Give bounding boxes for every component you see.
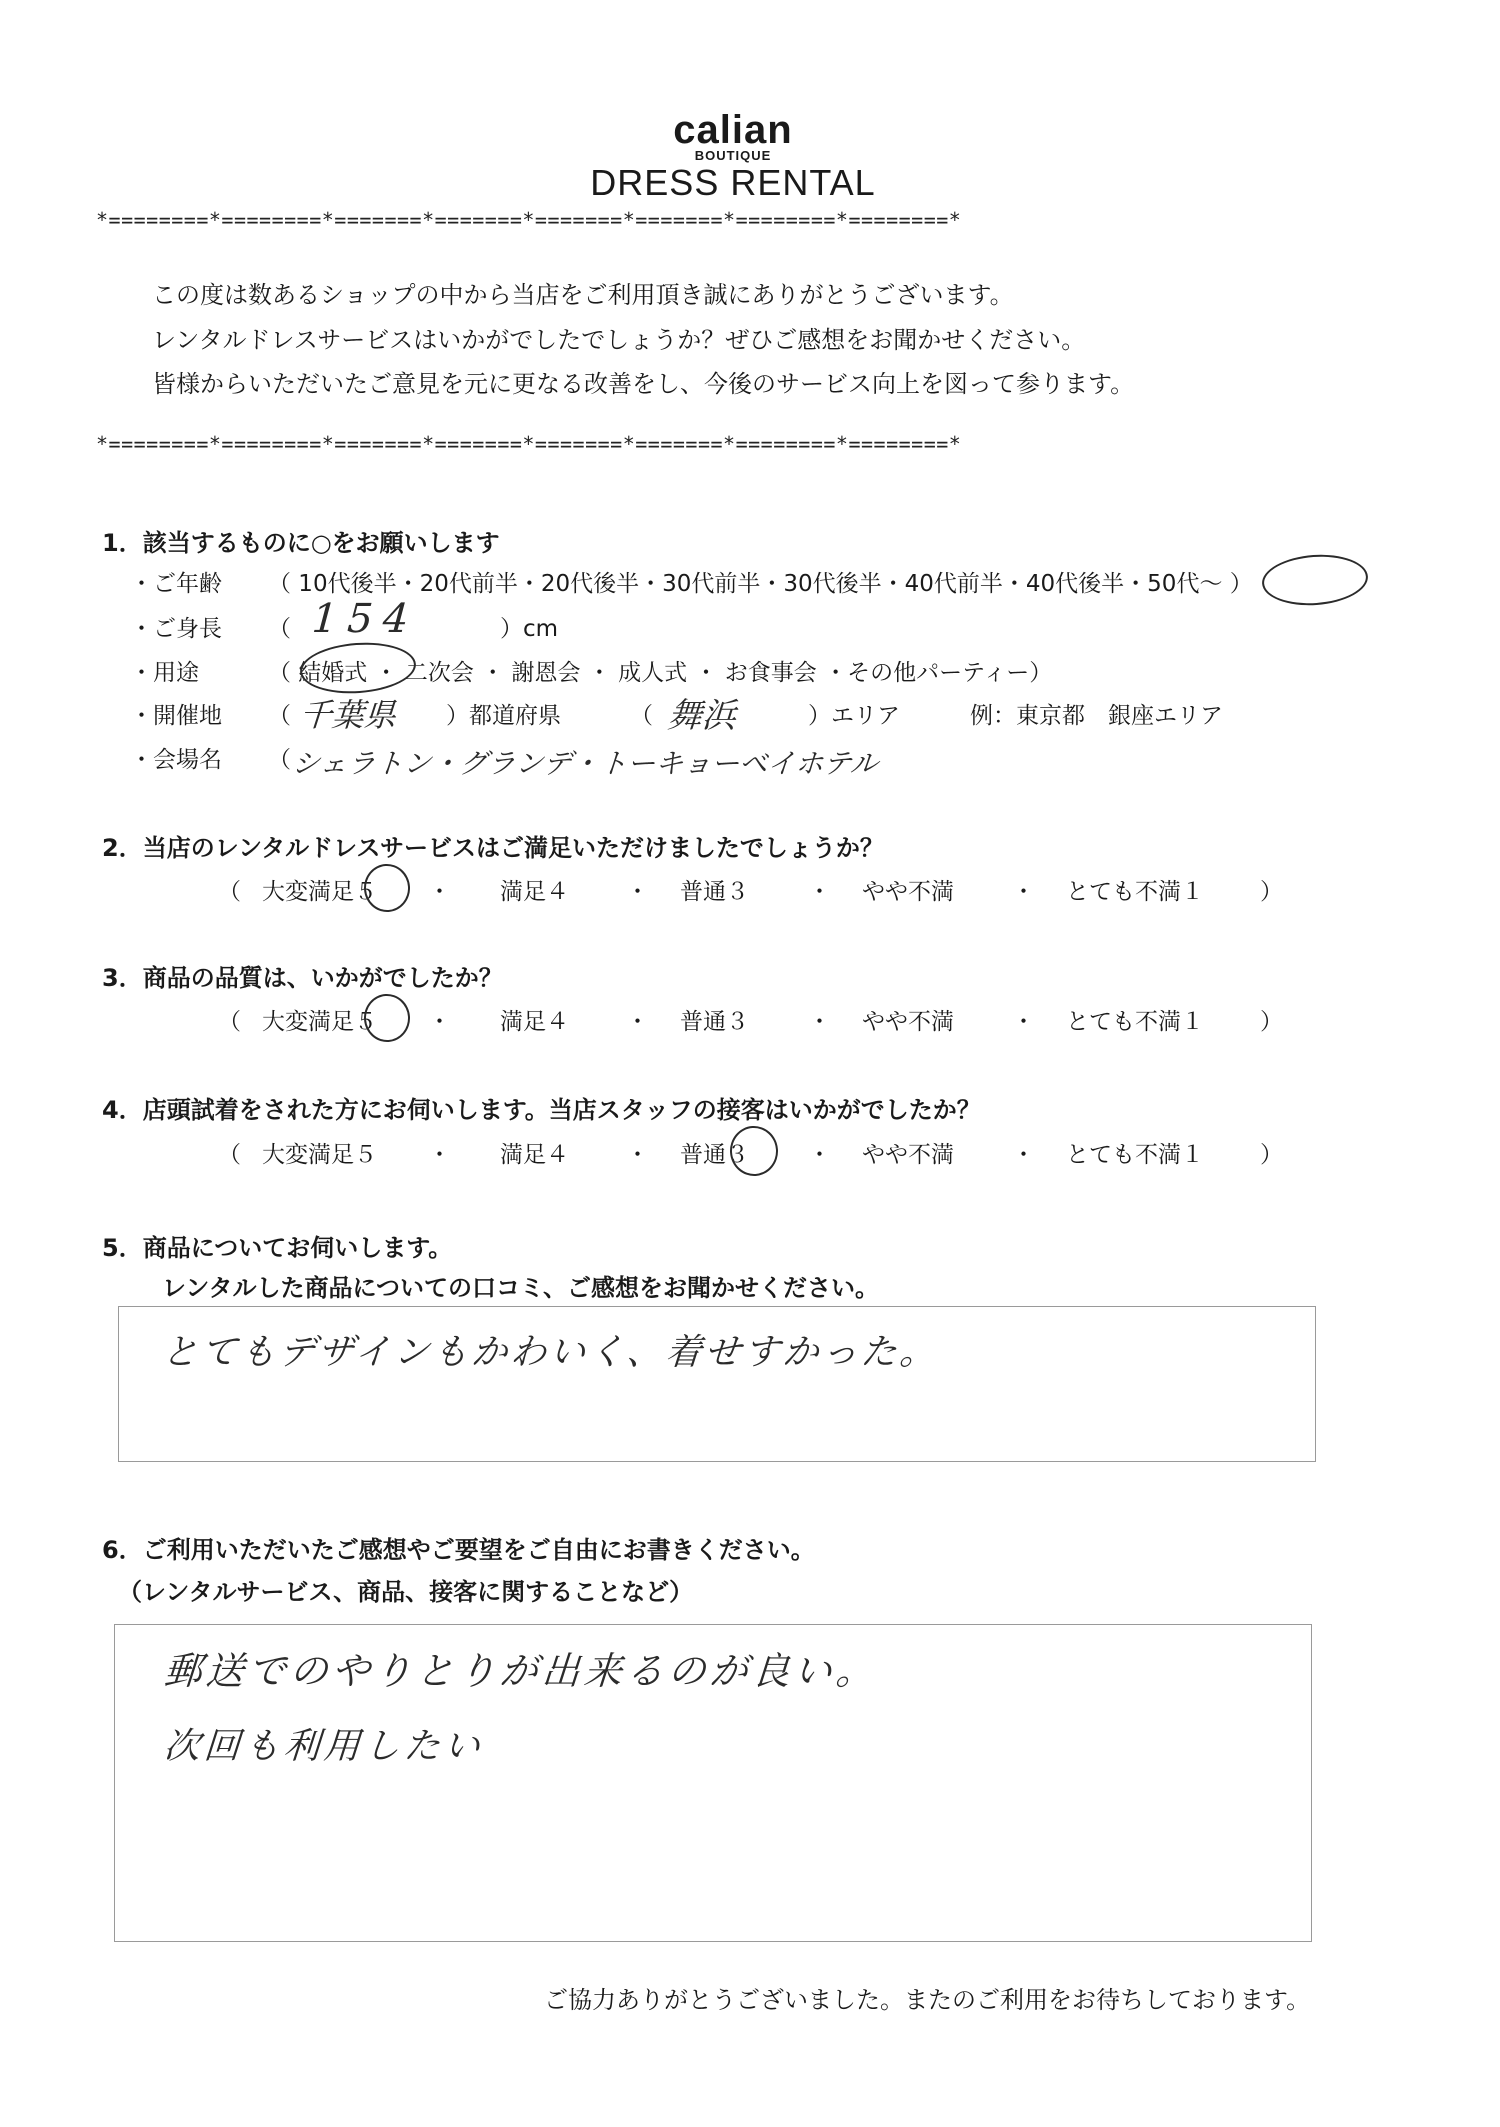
q4-sep: ・	[626, 1142, 649, 1168]
q3-option-satisfied: 満足４	[500, 1009, 569, 1035]
q3-option-very-satisfied: 大変満足５	[262, 1009, 377, 1035]
footer-thanks: ご協力ありがとうございました。またのご利用をお待ちしております。	[544, 1986, 1311, 2014]
q3-option-dissatisfied: やや不満	[862, 1009, 954, 1035]
area-value: 舞浜	[666, 696, 738, 736]
area-example: 例：東京都 銀座エリア	[970, 703, 1223, 729]
q3-paren-close: ）	[1260, 1009, 1283, 1035]
q2-sep: ・	[626, 879, 649, 905]
venue-name-open: （	[268, 747, 291, 773]
question-4-title: 4．店頭試着をされた方にお伺いします。当店スタッフの接客はいかがでしたか？	[102, 1096, 981, 1124]
document-title: DRESS RENTAL	[590, 162, 876, 203]
q2-paren-close: ）	[1260, 879, 1283, 905]
intro-line-1: この度は数あるショップの中から当店をご利用頂き誠にありがとうございます。	[152, 281, 1014, 309]
q2-option-satisfied: 満足４	[500, 879, 569, 905]
q2-option-very-satisfied: 大変満足５	[262, 879, 377, 905]
q6-answer-line-1: 郵送でのやりとりが出来るのが良い。	[162, 1649, 880, 1693]
venue-name-value: シェラトン・グランデ・トーキョーベイホテル	[290, 747, 880, 780]
q4-selection-circle	[728, 1124, 779, 1177]
area-suffix: ）エリア	[808, 703, 900, 729]
q3-paren-open: （	[218, 1009, 241, 1035]
q4-sep: ・	[428, 1142, 451, 1168]
q3-sep: ・	[626, 1009, 649, 1035]
age-options: （ 10代後半・20代前半・20代後半・30代前半・30代後半・40代前半・40代後半・50代～ ）	[268, 571, 1253, 597]
q2-paren-open: （	[218, 879, 241, 905]
q3-sep: ・	[808, 1009, 831, 1035]
q3-option-very-dissatisfied: とても不満１	[1066, 1009, 1204, 1035]
q6-answer-line-2: 次回も利用したい	[162, 1726, 486, 1767]
question-1-title: 1．該当するものに○をお願いします	[102, 529, 500, 557]
question-5-subtitle: レンタルした商品についての口コミ、ご感想をお聞かせください。	[162, 1274, 879, 1302]
intro-line-2: レンタルドレスサービスはいかがでしたでしょうか？ぜひご感想をお聞かせください。	[152, 326, 1086, 354]
q2-sep: ・	[428, 879, 451, 905]
divider-bottom: *========*========*=======*=======*=======*=======*========*========*	[96, 432, 962, 456]
q3-option-normal: 普通３	[680, 1009, 749, 1035]
q4-sep: ・	[1012, 1142, 1035, 1168]
q4-sep: ・	[808, 1142, 831, 1168]
question-6-subtitle: （レンタルサービス、商品、接客に関することなど）	[118, 1578, 694, 1606]
q2-option-normal: 普通３	[680, 879, 749, 905]
brand-logo: calian	[673, 108, 793, 152]
brand-subtitle: BOUTIQUE	[694, 148, 772, 163]
divider-top: *========*========*=======*=======*=======*=======*========*========*	[96, 208, 962, 232]
question-5-title: 5．商品についてお伺いします。	[102, 1234, 453, 1262]
q3-sep: ・	[428, 1009, 451, 1035]
height-unit: ）cm	[500, 616, 559, 642]
prefecture-open: （	[268, 703, 291, 729]
height-value: 154	[310, 596, 420, 642]
q3-sep: ・	[1012, 1009, 1035, 1035]
q2-option-very-dissatisfied: とても不満１	[1066, 879, 1204, 905]
q4-option-satisfied: 満足４	[500, 1142, 569, 1168]
purpose-label: ・用途	[130, 660, 199, 686]
purpose-options: （ 結婚式 ・ 二次会 ・ 謝恩会 ・ 成人式 ・ お食事会 ・その他パーティー）	[268, 660, 1053, 686]
height-label: ・ご身長	[130, 616, 222, 642]
q4-paren-open: （	[218, 1142, 241, 1168]
q4-paren-close: ）	[1260, 1142, 1283, 1168]
q2-option-dissatisfied: やや不満	[862, 879, 954, 905]
q5-answer-text: とてもデザインもかわいく、着せすかった。	[160, 1332, 940, 1373]
prefecture-suffix: ）都道府県	[446, 703, 561, 729]
q4-option-dissatisfied: やや不満	[862, 1142, 954, 1168]
question-6-title: 6．ご利用いただいたご感想やご要望をご自由にお書きください。	[102, 1536, 815, 1564]
height-open: （	[268, 616, 291, 642]
q4-option-normal: 普通３	[680, 1142, 749, 1168]
q4-option-very-satisfied: 大変満足５	[262, 1142, 377, 1168]
question-2-title: 2．当店のレンタルドレスサービスはご満足いただけましたでしょうか？	[102, 834, 884, 862]
q4-option-very-dissatisfied: とても不満１	[1066, 1142, 1204, 1168]
venue-area-label: ・開催地	[130, 703, 222, 729]
intro-line-3: 皆様からいただいたご意見を元に更なる改善をし、今後のサービス向上を図って参ります。	[152, 370, 1135, 398]
purpose-selection-circle	[298, 639, 417, 697]
age-selection-circle	[1260, 551, 1369, 608]
prefecture-value: 千葉県	[298, 696, 398, 734]
age-label: ・ご年齢	[130, 571, 222, 597]
q2-sep: ・	[1012, 879, 1035, 905]
area-open: （	[630, 703, 653, 729]
q2-sep: ・	[808, 879, 831, 905]
question-3-title: 3．商品の品質は、いかがでしたか？	[102, 964, 503, 992]
venue-name-label: ・会場名	[130, 747, 222, 773]
